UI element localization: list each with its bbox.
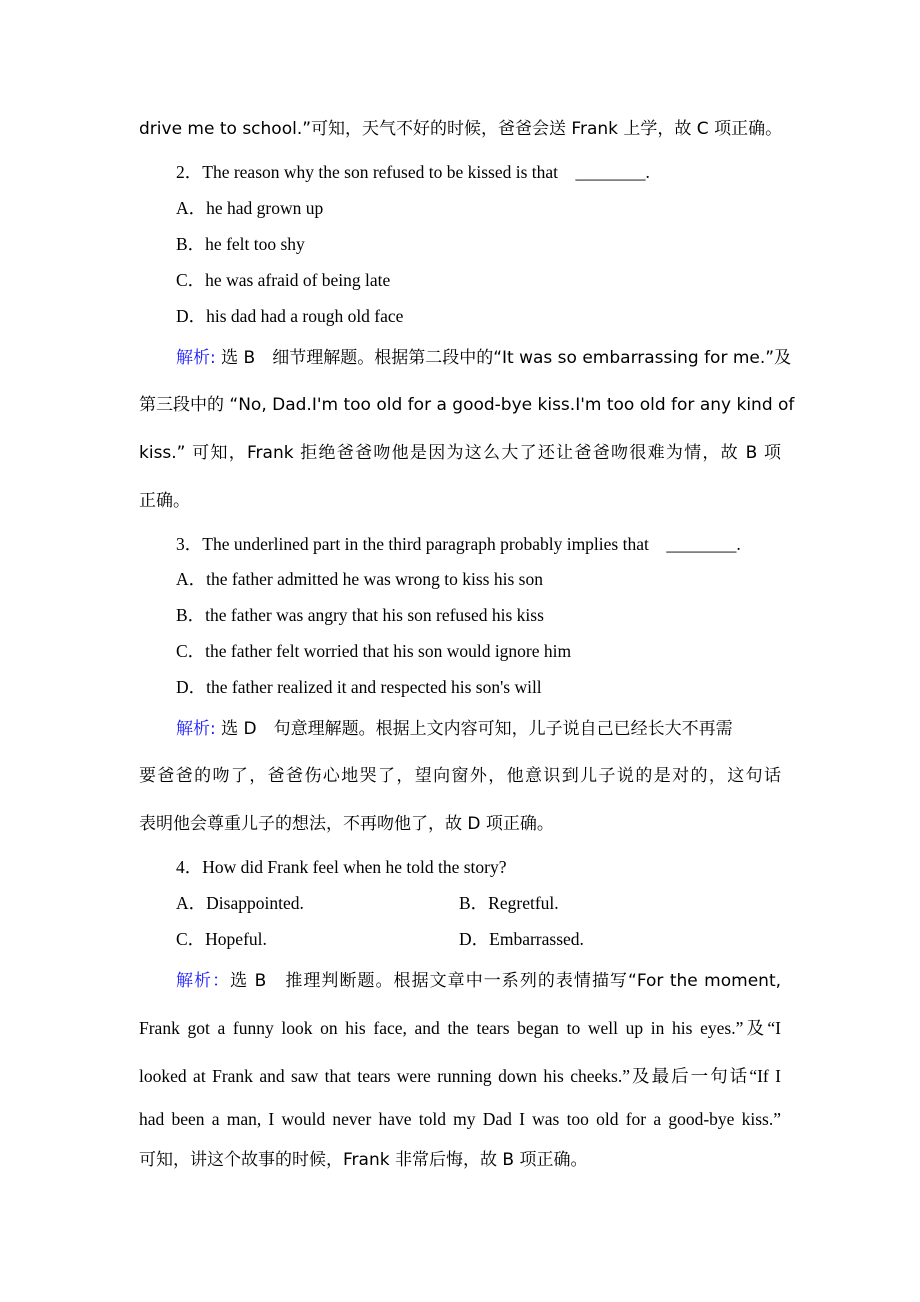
q4-analysis-line-3: looked at Frank and saw that tears were running down his cheeks.”及最后一句话“If I (139, 1066, 781, 1086)
q4-option-b: B．Regretful. (459, 893, 559, 913)
q3-option-c: C．the father felt worried that his son would ignore him (176, 641, 572, 661)
q3-analysis-line-1: 解析: 选 D 句意理解题。根据上文内容可知，儿子说自己已经长大不再需 (176, 719, 733, 739)
q4-analysis-line-1: 解析：选 B 推理判断题。根据文章中一系列的表情描写“For the moment, (176, 971, 782, 991)
analysis-label: 解析: (176, 719, 216, 739)
analysis-label: 解析: (176, 348, 216, 368)
q3-analysis-line-2: 要爸爸的吻了，爸爸伤心地哭了，望向窗外，他意识到儿子说的是对的，这句话 (139, 766, 781, 786)
q2-option-a: A．he had grown up (176, 198, 324, 218)
q3-stem: 3．The underlined part in the third paragraph probably implies that ________. (176, 534, 741, 554)
q4-stem: 4．How did Frank feel when he told the story? (176, 857, 507, 877)
q4-option-a: A．Disappointed. (176, 893, 304, 913)
q4-options-row-1 (176, 891, 776, 915)
q2-stem: 2．The reason why the son refused to be kissed is that ________. (176, 162, 650, 182)
q2-option-c: C．he was afraid of being late (176, 270, 391, 290)
q4-option-d: D．Embarrassed. (459, 929, 584, 949)
q3-option-a: A．the father admitted he was wrong to kiss his son (176, 569, 543, 589)
q4-options-row-2 (176, 927, 776, 951)
analysis-label: 解析： (176, 971, 231, 991)
q2-analysis-line-1: 解析: 选 B 细节理解题。根据第二段中的“It was so embarrassing for me.”及 (176, 348, 792, 368)
q4-option-c: C．Hopeful. (176, 929, 267, 949)
q1-analysis-tail: drive me to school.”可知，天气不好的时候，爸爸会送 Frank 上学，故 C 项正确。 (139, 119, 783, 139)
q2-option-d: D．his dad had a rough old face (176, 306, 404, 326)
q2-analysis-line-3: kiss.” 可知，Frank 拒绝爸爸吻他是因为这么大了还让爸爸吻很难为情，故 B 项 (139, 443, 781, 463)
q2-option-b: B．he felt too shy (176, 234, 305, 254)
q3-option-b: B．the father was angry that his son refused his kiss (176, 605, 544, 625)
q4-analysis-line-2: Frank got a funny look on his face, and the tears began to well up in his eyes.”及“I (139, 1018, 781, 1038)
q4-analysis-line-5: 可知，讲这个故事的时候，Frank 非常后悔，故 B 项正确。 (139, 1150, 588, 1170)
q4-analysis-line-4: had been a man, I would never have told my Dad I was too old for a good-bye kiss.” (139, 1109, 781, 1129)
q3-option-d: D．the father realized it and respected his son's will (176, 677, 542, 697)
q3-analysis-line-3: 表明他会尊重儿子的想法，不再吻他了，故 D 项正确。 (139, 814, 554, 834)
q2-analysis-line-2: 第三段中的 “No, Dad.I'm too old for a good-bye kiss.I'm too old for any kind of (139, 395, 795, 415)
q2-analysis-line-4: 正确。 (139, 491, 190, 511)
